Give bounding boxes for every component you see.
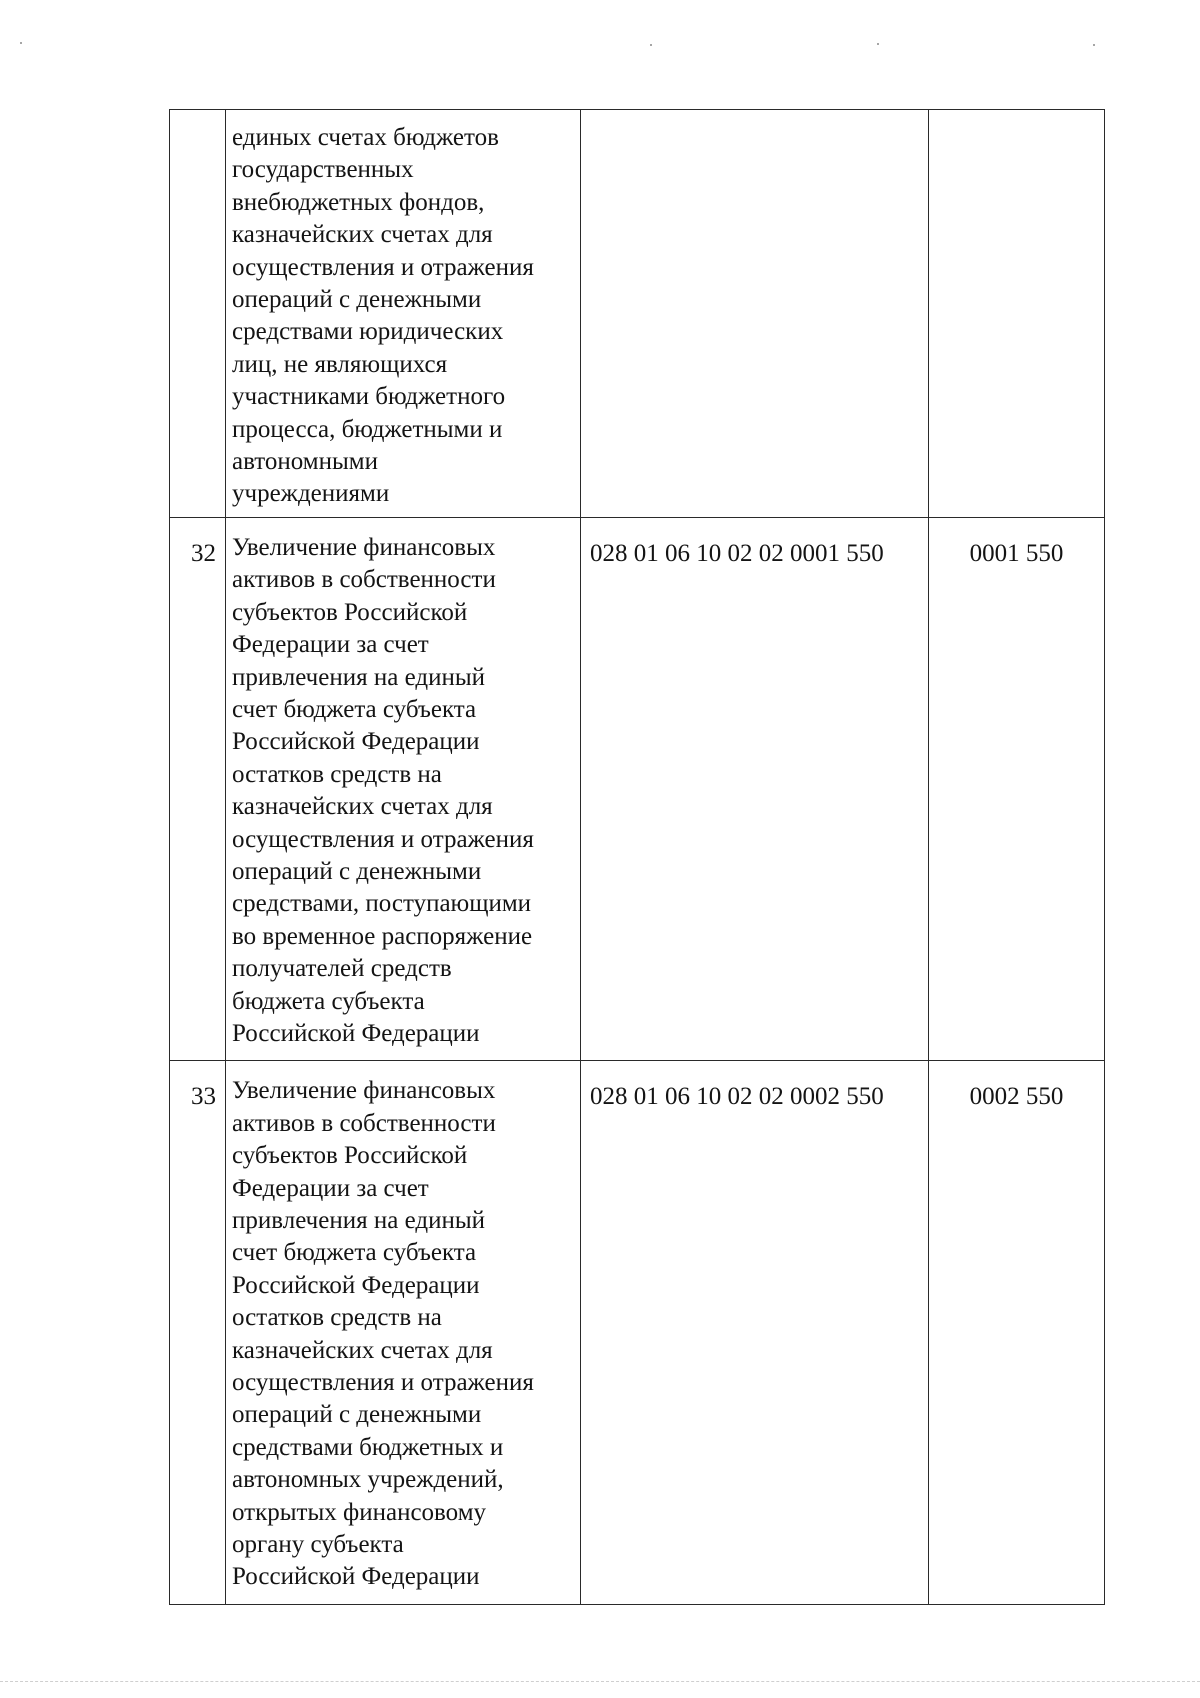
row-name-line: счет бюджета субъекта — [232, 1239, 477, 1267]
scan-speck — [20, 42, 22, 44]
row-name-line: автономными — [232, 448, 378, 476]
scan-specks — [0, 38, 1200, 54]
row-code: 028 01 06 10 02 02 0002 550 — [590, 1083, 884, 1111]
row-code-cell — [581, 110, 929, 518]
scan-speck — [650, 44, 652, 46]
row-name-line: осуществления и отражения — [232, 1369, 534, 1397]
row-name-line: во временное распоряжение — [232, 922, 533, 950]
row-name-line: операций с денежными — [232, 286, 482, 314]
row-name-line: активов в собственности — [232, 1109, 496, 1137]
row-name-cell — [226, 517, 581, 1061]
table-row — [170, 517, 1105, 1061]
row-name-line: процесса, бюджетными и — [232, 415, 503, 443]
row-name-line: субъектов Российской — [232, 598, 468, 626]
row-name-line: активов в собственности — [232, 566, 496, 594]
row-name-line: Российской Федерации — [232, 728, 480, 756]
row-name-cell — [226, 110, 581, 518]
row-name-line: органу субъекта — [232, 1531, 404, 1559]
row-name-line: остатков средств на — [232, 1304, 442, 1332]
row-number-cell — [170, 110, 226, 518]
row-number-cell — [170, 1061, 226, 1605]
row-name-line: остатков средств на — [232, 760, 442, 788]
table-row — [170, 110, 1105, 518]
row-short-code: 0002 550 — [969, 1083, 1064, 1111]
table-body — [170, 110, 1105, 1605]
row-name-line: Российской Федерации — [232, 1019, 480, 1047]
row-name-line: операций с денежными — [232, 857, 482, 885]
row-name-line: автономных учреждений, — [232, 1466, 504, 1494]
row-name-line: субъектов Российской — [232, 1142, 468, 1170]
row-short-code-cell — [929, 110, 1105, 518]
row-name-line: осуществления и отражения — [232, 825, 534, 853]
row-name-line: Увеличение финансовых — [232, 533, 496, 561]
row-name-line: осуществления и отражения — [232, 253, 534, 281]
row-short-code-cell — [929, 1061, 1105, 1605]
row-number: 33 — [191, 1083, 216, 1111]
scan-edge-noise — [0, 1681, 1200, 1682]
scan-speck — [1093, 44, 1095, 46]
row-number: 32 — [191, 539, 216, 567]
row-name-line: привлечения на единый — [232, 663, 486, 691]
row-name-line: казначейских счетах для — [232, 221, 493, 249]
row-name-line: Федерации за счет — [232, 631, 429, 659]
row-name-line: привлечения на единый — [232, 1207, 486, 1234]
row-code-cell — [581, 1061, 929, 1605]
row-name-line: счет бюджета субъекта — [232, 695, 477, 723]
classification-table — [169, 109, 1105, 1605]
row-name-line: Российской Федерации — [232, 1271, 480, 1299]
row-code: 028 01 06 10 02 02 0001 550 — [590, 539, 884, 567]
row-name-line: Российской Федерации — [232, 1563, 480, 1591]
row-short-code: 0001 550 — [969, 539, 1064, 567]
row-name-line: средствами бюджетных и — [232, 1433, 504, 1461]
row-code-cell — [581, 517, 929, 1061]
row-name-line: бюджета субъекта — [232, 987, 425, 1015]
row-name-line: участниками бюджетного — [232, 383, 506, 411]
row-name-cell — [226, 1061, 581, 1605]
row-name-line: учреждениями — [232, 480, 390, 508]
row-name-line: внебюджетных фондов, — [232, 188, 485, 216]
row-name-line: средствами, поступающими — [232, 890, 532, 918]
row-name-line: единых счетах бюджетов — [232, 124, 499, 151]
row-name-line: получателей средств — [232, 955, 452, 983]
table-row — [170, 1061, 1105, 1605]
scan-speck — [877, 43, 879, 45]
row-name-line: средствами юридических — [232, 318, 504, 346]
row-name-line: открытых финансовому — [232, 1498, 487, 1526]
row-short-code-cell — [929, 517, 1105, 1061]
row-name-line: государственных — [232, 156, 414, 184]
row-name-line: казначейских счетах для — [232, 1336, 493, 1364]
row-name-line: Увеличение финансовых — [232, 1077, 496, 1105]
row-number-cell — [170, 517, 226, 1061]
row-name-line: лиц, не являющихся — [232, 350, 448, 378]
row-name-line: операций с денежными — [232, 1401, 482, 1429]
row-name-line: казначейских счетах для — [232, 793, 493, 821]
row-name-line: Федерации за счет — [232, 1174, 429, 1202]
